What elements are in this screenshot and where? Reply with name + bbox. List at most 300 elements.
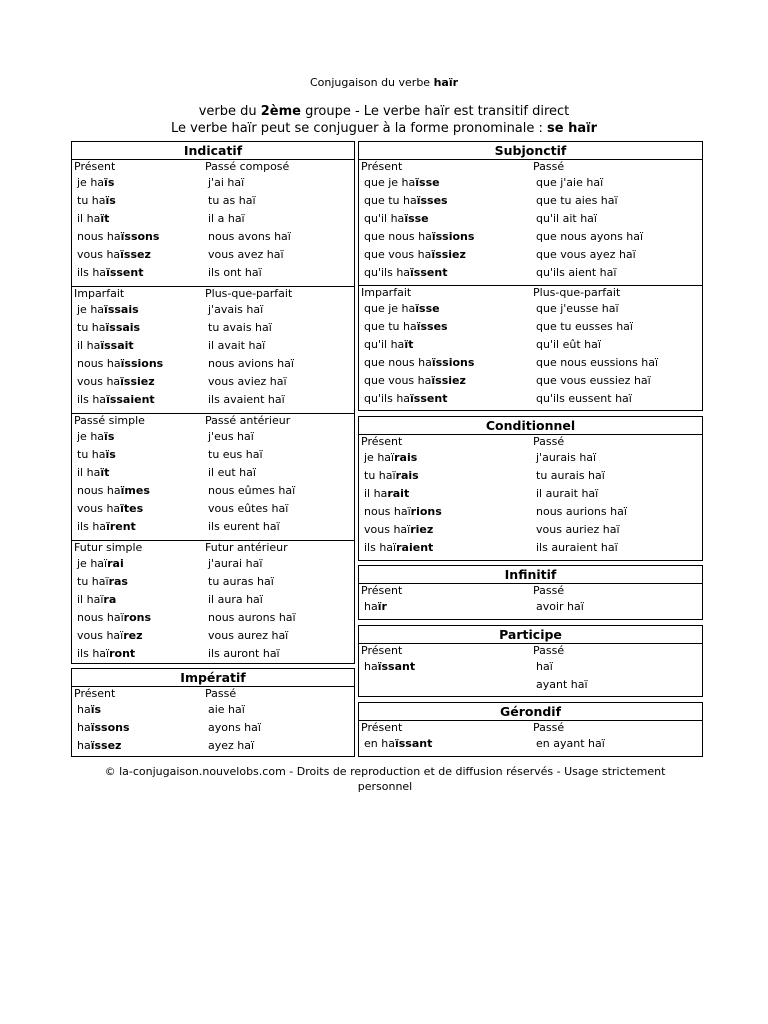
form-stem: nous eûmes haï [208,484,296,497]
form-stem: il a haï [208,212,245,225]
conjugation-form [359,658,415,676]
form-stem: tu eus haï [208,448,263,461]
form-stem: ils ha [77,393,107,406]
participe-title: Participe [359,626,702,644]
conjugation-form [203,555,296,573]
form-stem: tu aurais haï [536,469,605,482]
form-stem: ils auraient haï [536,541,618,554]
form-stem: j'aurais haï [536,451,597,464]
conjugation-form [531,521,627,539]
form-ending: ïr [377,600,387,613]
form-stem: ils haï [364,541,397,554]
conjugation-form [531,485,627,503]
conjugation-form [72,210,159,228]
form-ending: ras [108,575,128,588]
form-ending: ïsse [404,212,429,225]
conjugation-form [203,518,295,536]
form-stem: ha [77,739,91,752]
form-ending: rez [123,629,143,642]
tense-column [531,160,643,282]
form-stem: vous ha [77,502,121,515]
page-title-verb: haïr [433,76,459,89]
verb-group-prefix: verbe du [198,104,261,119]
form-stem: que vous ha [364,374,432,387]
form-ending: ïssiez [431,248,466,261]
form-stem: que nous eussions haï [536,356,659,369]
conjugation-form [72,737,130,755]
conjugation-form [531,228,643,246]
form-ending: ïssaient [106,393,155,406]
form-stem: nous ha [77,357,121,370]
form-ending: ïs [105,194,116,207]
subjonctif-section [359,160,702,285]
form-stem: que vous ha [364,248,432,261]
tense-label: Imparfait [361,286,412,299]
tense-label: Passé [533,435,565,448]
form-stem: ha [77,703,91,716]
conjugation-form [203,645,296,663]
form-stem: j'aurai haï [208,557,263,570]
conjugation-form [72,555,151,573]
form-ending: ïs [104,430,115,443]
page-title [0,76,768,89]
form-ending: ïssait [100,339,134,352]
form-stem: qu'ils ha [364,266,411,279]
form-ending: ïssions [120,357,164,370]
conjugation-form [531,264,643,282]
conditionnel-section [359,435,702,561]
form-stem: ha [364,660,378,673]
form-stem: il ha [77,466,101,479]
form-stem: j'avais haï [208,303,264,316]
form-stem: nous ha [77,484,121,497]
conjugation-form [531,658,588,676]
form-ending: ïsse [415,302,440,315]
form-stem: ayons haï [208,721,261,734]
tense-column [203,541,296,663]
conjugation-form [203,373,294,391]
form-ending: ïssions [431,230,475,243]
form-ending: ïsse [415,176,440,189]
form-stem: j'ai haï [208,176,245,189]
tense-label: Présent [361,160,403,173]
subjonctif-section [359,285,702,412]
conjugation-form [72,500,150,518]
conjugation-form [72,719,130,737]
indicatif-section [72,286,354,413]
conjugation-form [203,228,291,246]
indicatif-section [72,540,354,666]
form-stem: ha [77,721,91,734]
form-stem: il ha [364,487,388,500]
infinitif-section [359,584,702,620]
conjugation-form [359,210,474,228]
form-ending: ront [109,647,136,660]
form-stem: en ayant haï [536,737,605,750]
conjugation-form [359,228,474,246]
form-ending: rions [410,505,442,518]
conjugation-form [531,318,658,336]
imperatif-section [72,687,354,757]
form-stem: que nous ha [364,356,432,369]
box-indicatif [71,141,355,664]
conjugation-form [72,591,151,609]
form-stem: il avait haï [208,339,266,352]
form-stem: nous ha [77,230,121,243]
conjugation-form [531,336,658,354]
conjugation-form [531,598,584,616]
form-ending: riez [410,523,434,536]
conjugation-form [531,539,627,557]
tense-column [72,287,163,409]
form-stem: je haï [77,557,108,570]
form-stem: il eut haï [208,466,256,479]
form-ending: rait [387,487,410,500]
form-stem: qu'ils eussent haï [536,392,632,405]
form-stem: ils ont haï [208,266,262,279]
conjugation-form [531,467,627,485]
conjugation-form [531,246,643,264]
conjugation-form [531,503,627,521]
conjugation-form [359,539,442,557]
conjugation-form [359,485,442,503]
conjugation-form [203,573,296,591]
form-stem: vous aurez haï [208,629,289,642]
conjugation-form [359,336,474,354]
conjugation-form [72,609,151,627]
form-stem: qu'il ha [364,212,405,225]
conjugation-form [203,591,296,609]
box-imperatif [71,668,355,757]
form-stem: tu ha [77,321,106,334]
conjugation-form [203,500,295,518]
form-stem: que tu ha [364,320,417,333]
form-ending: ïssons [120,230,160,243]
conjugation-form [72,264,159,282]
form-stem: ils avaient haï [208,393,285,406]
form-stem: tu auras haï [208,575,274,588]
indicatif-title: Indicatif [72,142,354,160]
conjugation-form [203,337,294,355]
verb-group-suffix: groupe - Le verbe haïr est transitif direct [300,104,570,119]
tense-label: Passé [533,644,565,657]
conjugation-form [72,645,151,663]
conjugation-form [203,609,296,627]
tense-column [531,286,658,408]
form-ending: ïssais [104,303,139,316]
tense-column [359,435,442,557]
conjugation-form [72,701,130,719]
form-stem: qu'il ha [364,338,405,351]
conjugation-form [359,264,474,282]
conjugation-form [359,598,402,616]
conjugation-form [72,428,150,446]
form-stem: nous avions haï [208,357,294,370]
indicatif-section [72,160,354,286]
pronominal-form: se haïr [547,121,598,136]
form-ending: ïssant [377,660,416,673]
conjugation-form [72,192,159,210]
form-stem: tu as haï [208,194,256,207]
form-stem: tu avais haï [208,321,272,334]
tense-column [531,644,588,694]
conjugation-form [72,391,163,409]
conjugation-form [531,192,643,210]
conjugation-form [203,319,294,337]
form-ending: ïs [105,448,116,461]
form-stem: ha [364,600,378,613]
form-ending: ïssiez [120,375,155,388]
form-stem: je haï [364,451,395,464]
tense-column [203,160,291,282]
pronominal-line [0,121,768,136]
tense-label: Passé [533,721,565,734]
tense-column [359,160,474,282]
form-stem: je ha [77,176,105,189]
tense-label: Passé [205,687,237,700]
conjugation-form [72,482,150,500]
conjugation-form [203,446,295,464]
page-title-text: Conjugaison du verbe [309,76,434,89]
conjugation-form [359,192,474,210]
box-subjonctif [358,141,703,411]
tense-label: Passé composé [205,160,290,173]
box-conditionnel [358,416,703,561]
conjugation-form [203,355,294,373]
pronominal-prefix: Le verbe haïr peut se conjuguer à la forme pronominale : [170,121,548,136]
form-ending: ïssent [106,266,144,279]
box-infinitif [358,565,703,620]
conjugation-form [531,449,627,467]
conjugation-form [531,390,658,408]
form-stem: en ha [364,737,395,750]
form-stem: vous auriez haï [536,523,620,536]
tense-column [359,644,415,676]
gerondif-title: Gérondif [359,703,702,721]
conjugation-form [72,573,151,591]
conjugation-form [203,719,261,737]
form-stem: vous haï [364,523,411,536]
conjugation-form [203,464,295,482]
tense-label: Présent [74,687,116,700]
form-stem: ils haï [77,647,110,660]
form-ending: ïs [104,176,115,189]
form-stem: ayant haï [536,678,588,691]
form-stem: tu ha [77,194,106,207]
form-ending: raient [396,541,434,554]
form-stem: il aura haï [208,593,263,606]
tense-column [359,286,474,408]
conjugation-form [72,446,150,464]
tense-label: Plus-que-parfait [533,286,621,299]
conjugation-form [203,174,291,192]
conjugation-form [72,174,159,192]
form-stem: vous ha [77,248,121,261]
tense-label: Imparfait [74,287,125,300]
form-stem: que tu ha [364,194,417,207]
tense-column [359,584,402,616]
conjugation-form [531,372,658,390]
conjugation-form [359,449,442,467]
conjugation-form [531,735,605,753]
form-stem: nous haï [364,505,411,518]
conjugation-form [72,228,159,246]
tense-column [72,687,130,755]
form-stem: vous ha [77,375,121,388]
tense-column [72,541,151,663]
form-stem: que tu eusses haï [536,320,633,333]
conjugation-form [359,735,432,753]
conjugation-form [359,503,442,521]
verb-group-line [0,104,768,119]
conjugation-form [72,301,163,319]
tense-column [531,584,584,616]
form-stem: vous eûtes haï [208,502,289,515]
tense-label: Présent [361,435,403,448]
form-ending: rais [395,469,419,482]
conjugation-form [72,373,163,391]
form-ending: ïsses [416,320,448,333]
conjugation-form [203,246,291,264]
form-stem: tu haï [364,469,396,482]
form-ending: ra [103,593,117,606]
tense-column [203,414,295,536]
gerondif-section [359,721,702,757]
form-ending: ïrent [106,520,136,533]
form-stem: vous haï [77,629,124,642]
conjugation-form [359,372,474,390]
verb-group-number: 2ème [260,104,301,119]
form-stem: que nous ayons haï [536,230,644,243]
footer-copyright: © la-conjugaison.nouvelobs.com - Droits de reproduction et de diffusion réservés - Usage strictement personnel [104,765,666,793]
form-stem: ils ha [77,520,107,533]
conjugation-form [359,318,474,336]
tense-column [203,687,261,755]
tense-column [359,721,432,753]
conjugation-form [531,354,658,372]
form-ending: ïssais [105,321,141,334]
form-stem: aie haï [208,703,245,716]
conjugation-form [203,192,291,210]
tense-column [72,160,159,282]
form-ending: rais [394,451,418,464]
conjugation-form [203,482,295,500]
conjugation-form [72,319,163,337]
infinitif-title: Infinitif [359,566,702,584]
form-ending: ït [100,466,110,479]
imperatif-title: Impératif [72,669,354,687]
tense-label: Passé [533,160,565,173]
conjugation-form [531,210,643,228]
form-ending: ït [404,338,414,351]
form-stem: haï [536,660,553,673]
conditionnel-title: Conditionnel [359,417,702,435]
conjugation-form [72,246,159,264]
form-stem: que vous ayez haï [536,248,636,261]
tense-label: Présent [74,160,116,173]
form-stem: qu'ils aient haï [536,266,617,279]
tense-label: Passé [533,584,565,597]
form-ending: ïssiez [431,374,466,387]
tense-label: Présent [361,644,403,657]
conjugation-form [531,300,658,318]
form-stem: ayez haï [208,739,255,752]
conjugation-form [72,518,150,536]
tense-column [531,721,605,753]
form-stem: nous haï [77,611,124,624]
tense-label: Présent [361,584,403,597]
form-stem: je ha [77,430,105,443]
form-ending: ïsses [416,194,448,207]
conjugation-form [531,174,643,192]
indicatif-section [72,413,354,540]
conjugation-form [203,391,294,409]
form-stem: ils ha [77,266,107,279]
conjugation-form [359,174,474,192]
conjugation-form [72,627,151,645]
tense-column [203,287,294,409]
form-stem: qu'il ait haï [536,212,597,225]
conjugation-form [531,676,588,694]
form-ending: ïssez [90,739,122,752]
form-stem: que je ha [364,176,416,189]
form-stem: il ha [77,212,101,225]
conjugation-form [72,337,163,355]
form-stem: nous avons haï [208,230,291,243]
form-stem: ils auront haï [208,647,280,660]
form-stem: nous aurons haï [208,611,296,624]
form-ending: ïssons [90,721,130,734]
tense-label: Plus-que-parfait [205,287,293,300]
conjugation-form [203,264,291,282]
form-stem: que nous ha [364,230,432,243]
conjugation-form [203,737,261,755]
conjugation-form [72,464,150,482]
conjugation-form [359,246,474,264]
form-stem: vous aviez haï [208,375,287,388]
conjugation-form [203,701,261,719]
form-stem: vous avez haï [208,248,284,261]
form-stem: que je ha [364,302,416,315]
form-stem: j'eus haï [208,430,254,443]
form-ending: ïssant [394,737,433,750]
form-stem: nous aurions haï [536,505,627,518]
conjugation-form [203,627,296,645]
form-ending: rons [123,611,152,624]
conjugation-form [359,354,474,372]
conjugation-form [359,467,442,485]
form-stem: que j'eusse haï [536,302,619,315]
form-stem: qu'ils ha [364,392,411,405]
tense-label: Futur simple [74,541,143,554]
form-stem: avoir haï [536,600,584,613]
conjugation-form [203,210,291,228]
conjugation-form [359,521,442,539]
tense-label: Passé simple [74,414,145,427]
form-stem: je ha [77,303,105,316]
form-stem: qu'il eût haï [536,338,601,351]
form-ending: ïssent [410,266,448,279]
form-ending: ïmes [120,484,150,497]
form-ending: rai [107,557,124,570]
conjugation-form [359,300,474,318]
form-stem: ils eurent haï [208,520,280,533]
form-ending: ïtes [120,502,144,515]
conjugation-form [203,428,295,446]
tense-label: Futur antérieur [205,541,288,554]
subjonctif-title: Subjonctif [359,142,702,160]
form-stem: tu haï [77,575,109,588]
